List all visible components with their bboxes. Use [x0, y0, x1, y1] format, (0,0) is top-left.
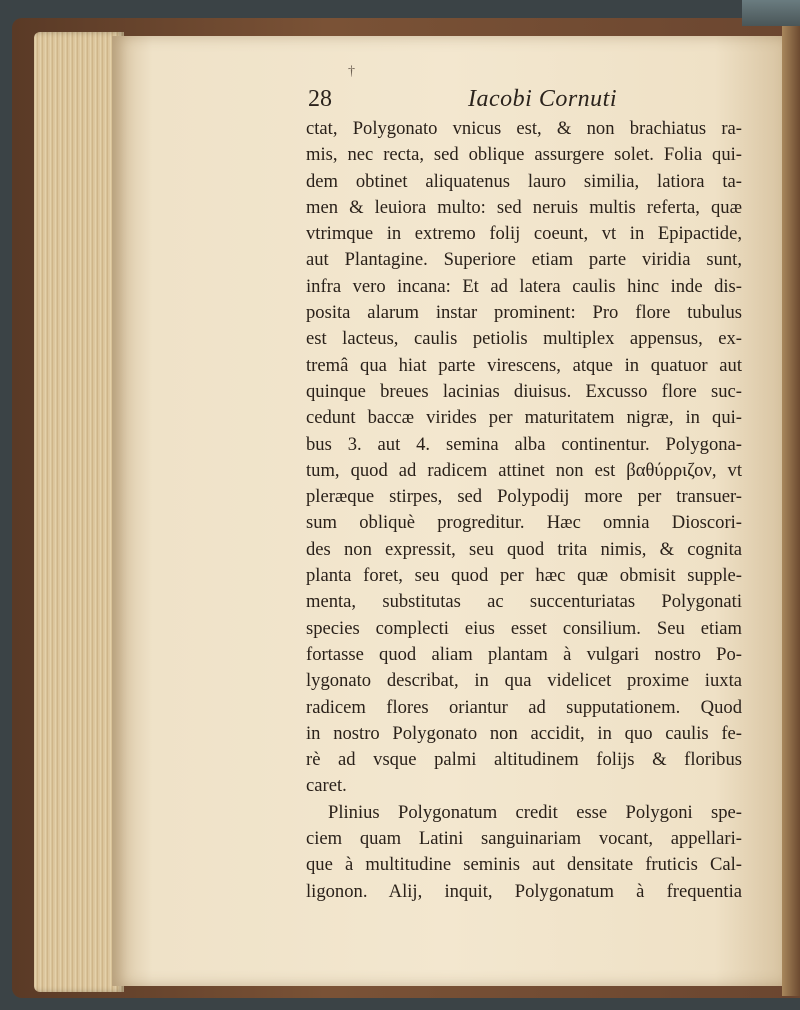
text-line: men & leuiora multo: sed neruis multis referta, quæ	[306, 196, 742, 218]
text-line: des non expressit, seu quod trita nimis, & cognita	[306, 538, 742, 560]
text-line: dem obtinet aliquatenus lauro similia, latiora ta-	[306, 170, 742, 192]
text-line: caret.	[306, 775, 347, 797]
text-line: ligonon. Alij, inquit, Polygonatum à frequentia	[306, 880, 742, 902]
text-line: est lacteus, caulis petiolis multiplex appensus, ex-	[306, 328, 742, 350]
text-line: tremâ qua hiat parte virescens, atque in quatuor aut	[306, 354, 742, 376]
text-line: quinque breues lacinias diuisus. Excusso flore suc-	[306, 380, 742, 402]
page-header	[308, 86, 728, 116]
text-line: posita alarum instar prominent: Pro flore tubulus	[306, 302, 742, 324]
text-line: cedunt baccæ virides per maturitatem nigræ, in qui-	[306, 407, 742, 429]
text-line: fortasse quod aliam plantam à vulgari nostro Po-	[306, 643, 742, 665]
ornament-mark: †	[348, 64, 355, 79]
text-line: radicem flores oriantur ad supputationem. Quod	[306, 696, 742, 718]
text-line: ciem quam Latini sanguinariam vocant, appellari-	[306, 828, 742, 850]
text-line: species complecti eius esset consilium. Seu etiam	[306, 617, 742, 639]
text-line: Plinius Polygonatum credit esse Polygoni spe-	[328, 801, 742, 823]
body-text	[306, 116, 742, 905]
page-edges	[34, 32, 124, 992]
text-line: in nostro Polygonato non accidit, in quo caulis fe-	[306, 722, 742, 744]
text-line: menta, substitutas ac succenturiatas Polygonati	[306, 591, 742, 613]
text-line: mis, nec recta, sed oblique assurgere solet. Folia qui-	[306, 144, 742, 166]
background-strip	[742, 0, 800, 26]
text-line: que à multitudine seminis aut densitate fruticis Cal-	[306, 854, 742, 876]
page-number: 28	[308, 86, 332, 112]
text-line: pleræque stirpes, sed Polypodij more per transuer-	[306, 486, 742, 508]
running-title: Iacobi Cornuti	[468, 86, 617, 112]
text-line: tum, quod ad radicem attinet non est βαθύρριζον, vt	[306, 459, 742, 481]
text-line: planta foret, seu quod per hæc quæ obmisit supple-	[306, 565, 742, 587]
text-line: bus 3. aut 4. semina alba continentur. Polygona-	[306, 433, 742, 455]
text-line: lygonato describat, in qua videlicet proxime iuxta	[306, 670, 742, 692]
text-line: aut Plantagine. Superiore etiam parte viridia sunt,	[306, 249, 742, 271]
text-line: ctat, Polygonato vnicus est, & non brachiatus ra-	[306, 118, 742, 139]
text-line: infra vero incana: Et ad latera caulis hinc inde dis-	[306, 275, 742, 297]
text-line: rè ad vsque palmi altitudinem folijs & floribus	[306, 749, 742, 771]
text-line: vtrimque in extremo folij coeunt, vt in Epipactide,	[306, 223, 742, 245]
binding-edge	[782, 26, 800, 996]
text-line: sum obliquè progreditur. Hæc omnia Dioscori-	[306, 512, 742, 534]
